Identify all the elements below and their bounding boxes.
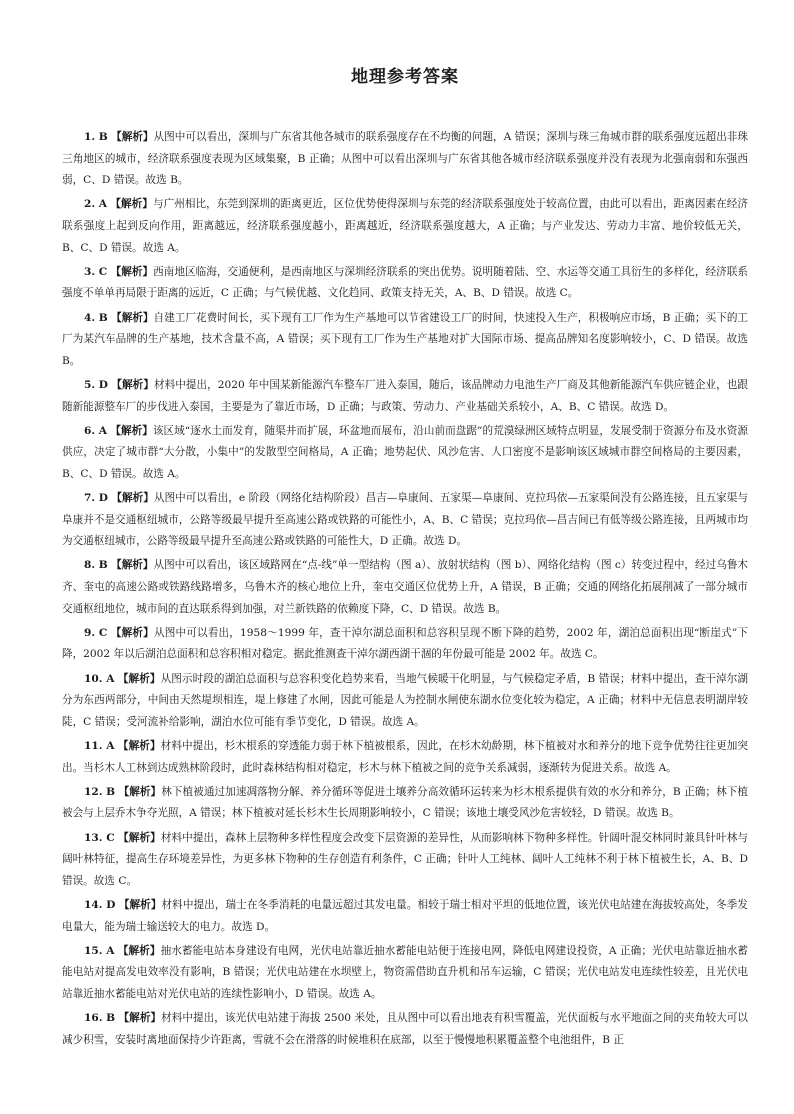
analysis-tag: 【解析】 [111,559,154,572]
answer-number: 7. D [84,492,108,505]
answer-number: 15. A [84,944,115,957]
answer-number: 14. D [84,898,116,911]
answer-number: 13. C [84,831,115,844]
answer-number: 9. C [84,626,108,639]
answer-number: 5. D [84,378,108,391]
page-title: 地理参考答案 [351,67,459,87]
answer-explanation: 从图中可以看出，该区域路网在“点-线”单一型结构（图 a）、放射状结构（图 b）、网络化结构（图 c）转变过程中，经过乌鲁木齐、奎屯的高速公路或铁路线路增多，乌鲁木齐的核心地位上升，奎屯交通区位优势上升，A 错误，B 正确；交通的网络化拓展削减了一部分城市交通枢纽地位，城市间的直达联系得到加强，对兰新铁路的依赖度下降，C、D 错误。故选 B。 [62,559,749,615]
answer-item [62,895,748,938]
answer-item [62,736,748,779]
answer-item [62,623,748,666]
answer-item [62,194,748,259]
analysis-tag: 【解析】 [117,672,161,685]
answer-item [62,127,748,192]
answer-number: 10. A [84,672,115,685]
answer-number: 12. B [84,785,116,798]
analysis-tag: 【解析】 [118,785,162,798]
analysis-tag: 【解析】 [117,944,161,957]
answer-item [62,555,748,620]
answer-item [62,421,748,486]
answer-number: 2. A [84,198,108,211]
answer-item [62,1008,748,1051]
analysis-tag: 【解析】 [110,424,153,437]
analysis-tag: 【解析】 [111,311,154,324]
answer-explanation: 林下植被通过加速凋落物分解、养分循环等促进土壤养分高效循环运转来为杉木根系提供有效的水分和养分，B 正确；林下植被会与上层乔木争夺光照，A 错误；林下植被对延长杉木生长周期影响较小，C 错误；该地土壤受风沙危害较轻，D 错误。故选 B。 [62,785,748,820]
answer-item [62,941,748,1006]
answer-item [62,308,748,373]
answer-number: 3. C [84,265,108,278]
answer-item [62,262,748,305]
answer-item [62,375,748,418]
analysis-tag: 【解析】 [117,739,161,752]
answer-number: 4. B [84,311,108,324]
analysis-tag: 【解析】 [110,265,154,278]
answer-item [62,669,748,734]
analysis-tag: 【解析】 [110,198,153,211]
answer-number: 16. B [84,1012,116,1025]
answer-item [62,828,748,893]
answer-explanation: 与广州相比，东莞到深圳的距离更近，区位优势使得深圳与东莞的经济联系强度处于较高位置，由此可以看出，距离因素在经济联系强度上起到反向作用，距离越远，经济联系强度越小，距离越近，经济联系强度越大，A 正确；与产业发达、劳动力丰富、地价较低无关，B、C、D 错误。故选 A。 [62,198,749,254]
answer-explanation: 材料中提出，杉木根系的穿透能力弱于林下植被根系，因此，在杉木幼龄期，林下植被对水和养分的地下竞争优势往往更加突出。当杉木人工林到达成熟林阶段时，此时森林结构相对稳定，杉木与林下植被之间的竞争关系减弱，逐渐转为促进关系。故选 A。 [62,739,749,774]
answer-explanation: 材料中提出，该光伏电站建于海拔 2500 米处，且从图中可以看出地表有积雪覆盖，光伏面板与水平地面之间的夹角较大可以减少积雪，安装时离地面保持少许距离，雪就不会在滑落的时候堆积在底部，以至于慢慢地积累覆盖整个电池组件，B 正 [62,1012,749,1046]
answer-explanation: 从图中可以看出，1958～1999 年，查干淖尔湖总面积和总容积呈现不断下降的趋势，2002 年，湖泊总面积出现“断崖式”下降，2002 年以后湖泊总面积和总容积相对稳定。据此推测查干淖尔湖西湖干涸的年份最可能是 2002 年。故选 C。 [62,626,749,661]
answer-explanation: 材料中提出，2020 年中国某新能源汽车整车厂进入泰国，随后，该品牌动力电池生产厂商及其他新能源汽车供应链企业，也跟随新能源整车厂的步伐进入泰国，主要是为了靠近市场，D 正确；与政策、劳动力、产业基础关系较小，A、B、C 错误。故选 D。 [62,378,749,413]
analysis-tag: 【解析】 [118,831,161,844]
analysis-tag: 【解析】 [118,898,162,911]
answer-item [62,488,748,553]
answer-explanation: 抽水蓄能电站本身建设有电网，光伏电站靠近抽水蓄能电站便于连接电网，降低电网建设投资，A 正确；光伏电站靠近抽水蓄能电站对提高发电效率没有影响，B 错误；光伏电站建在水坝壁上，物资需借助直升机和吊车运输，C 错误；光伏电站发电连续性较差，且光伏电站靠近抽水蓄能电站对光伏电站的连续性影响小，D 错误。故选 A。 [62,944,748,1000]
answer-explanation: 从图示时段的湖泊总面积与总容积变化趋势来看，当地气候暖干化明显，与气候稳定矛盾，B 错误；材料中提出，查干淖尔湖分为东西两部分，中间由天然堤坝相连，堤上修建了水闸，因此可能是人为控制水闸使东湖水位变化较为稳定，A 正确；材料中无信息表明湖岸较陡，C 错误；受河流补给影响，湖泊水位可能有季节变化，D 错误。故选 A。 [62,672,748,728]
analysis-tag: 【解析】 [111,492,154,505]
answer-list [62,127,748,1051]
answer-explanation: 自建工厂花费时间长，买下现有工厂作为生产基地可以节省建设工厂的时间，快速投入生产，积极响应市场，B 正确；买下的工厂为某汽车品牌的生产基地，技术含量不高，A 错误；买下现有工厂作为生产基地对扩大国际市场、提高品牌知名度影响较小，C、D 错误。故选 B。 [62,311,749,367]
answer-explanation: 材料中提出，瑞士在冬季消耗的电量远超过其发电量。相较于瑞士相对平坦的低地位置，该光伏电站建在海拔较高处，冬季发电量大，能为瑞士输送较大的电力。故选 D。 [62,898,749,933]
answer-explanation: 材料中提出，森林上层物种多样性程度会改变下层资源的差异性，从而影响林下物种多样性。针阔叶混交林同时兼具针叶林与阔叶林特征，提高生存环境差异性，为更多林下物种的生存创造有利条件，C 正确；针叶人工纯林、阔叶人工纯林不利于林下植被生长，A、B、D 错误。故选 C。 [62,831,748,887]
analysis-tag: 【解析】 [111,131,154,143]
answer-number: 8. B [84,559,108,572]
answer-number: 11. A [84,739,115,752]
analysis-tag: 【解析】 [110,626,154,639]
answer-number: 1. B [84,131,108,143]
answer-item [62,782,748,825]
answer-explanation: 西南地区临海，交通便利，是西南地区与深圳经济联系的突出优势。说明随着陆、空、水运等交通工具衍生的多样化，经济联系强度不单单再局限于距离的远近，C 正确；与气候优越、文化趋同、政策支持无关，A、B、D 错误。故选 C。 [62,265,749,300]
answer-number: 6. A [84,424,107,437]
analysis-tag: 【解析】 [111,378,154,391]
answer-explanation: 从图中可以看出，e 阶段（网络化结构阶段）昌吉—阜康间、五家渠—阜康间、克拉玛依—五家渠间没有公路连接，且五家渠与阜康并不是交通枢纽城市，公路等级最早提升至高速公路或铁路的可能性小，A、B、C 错误；克拉玛依—昌吉间已有低等级公路连接，且两城市均为交通枢纽城市，公路等级最早提升至高速公路或铁路的可能性大，D 正确。故选 D。 [62,492,748,548]
analysis-tag: 【解析】 [118,1012,162,1025]
answer-explanation: 该区域“逐水土而发育，随渠井而扩展，环盆地而展布，沿山前而盘踞”的荒漠绿洲区域特点明显，发展受制于资源分布及水资源供应，决定了城市群“大分散，小集中”的发散型空间格局，A 正确；地势起伏、风沙危害、人口密度不是影响该区域城市群空间格局的主要因素，B、C、D 错误。故选 A。 [62,424,749,480]
answer-explanation: 从图中可以看出，深圳与广东省其他各城市的联系强度存在不均衡的问题，A 错误；深圳与珠三角城市群的联系强度远超出非珠三角地区的城市，经济联系强度表现为区域集聚，B 正确；从图中可以看出深圳与广东省其他各城市经济联系强度并没有表现为北强南弱和东强西弱，C、D 错误。故选 B。 [62,131,749,187]
